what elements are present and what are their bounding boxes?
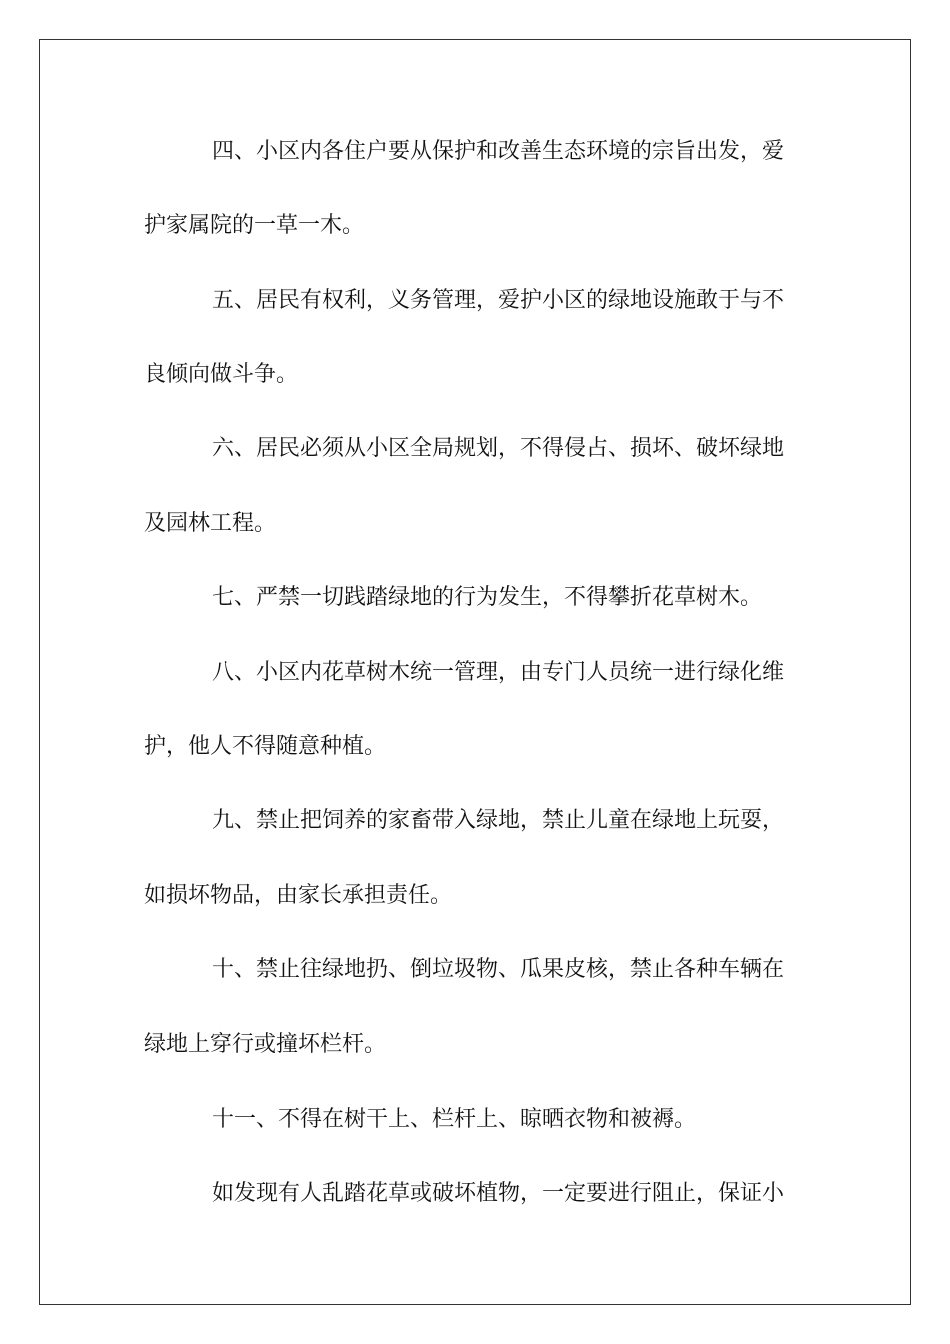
closing-paragraph-line-1: 如发现有人乱踏花草或破坏植物，一定要进行阻止，保证小 [212, 1181, 785, 1206]
paragraph-6-line-1: 六、居民必须从小区全局规划，不得侵占、损坏、破坏绿地 [212, 436, 785, 461]
paragraph-8-line-2: 护，他人不得随意种植。 [144, 734, 387, 759]
paragraph-9-line-1: 九、禁止把饲养的家畜带入绿地，禁止儿童在绿地上玩耍， [212, 808, 785, 833]
paragraph-5-line-1: 五、居民有权利，义务管理，爱护小区的绿地设施敢于与不 [212, 288, 785, 313]
paragraph-8-line-1: 八、小区内花草树木统一管理，由专门人员统一进行绿化维 [212, 660, 785, 685]
paragraph-10-line-2: 绿地上穿行或撞坏栏杆。 [144, 1032, 387, 1057]
paragraph-4-line-1: 四、小区内各住户要从保护和改善生态环境的宗旨出发，爱 [212, 139, 785, 164]
paragraph-7-line-1: 七、严禁一切践踏绿地的行为发生，不得攀折花草树木。 [212, 585, 763, 610]
paragraph-10-line-1: 十、禁止往绿地扔、倒垃圾物、瓜果皮核，禁止各种车辆在 [212, 957, 785, 982]
paragraph-5-line-2: 良倾向做斗争。 [144, 362, 299, 387]
paragraph-11-line-1: 十一、不得在树干上、栏杆上、晾晒衣物和被褥。 [212, 1107, 697, 1132]
paragraph-9-line-2: 如损坏物品，由家长承担责任。 [144, 883, 453, 908]
paragraph-6-line-2: 及园林工程。 [144, 511, 277, 536]
paragraph-4-line-2: 护家属院的一草一木。 [144, 213, 365, 238]
